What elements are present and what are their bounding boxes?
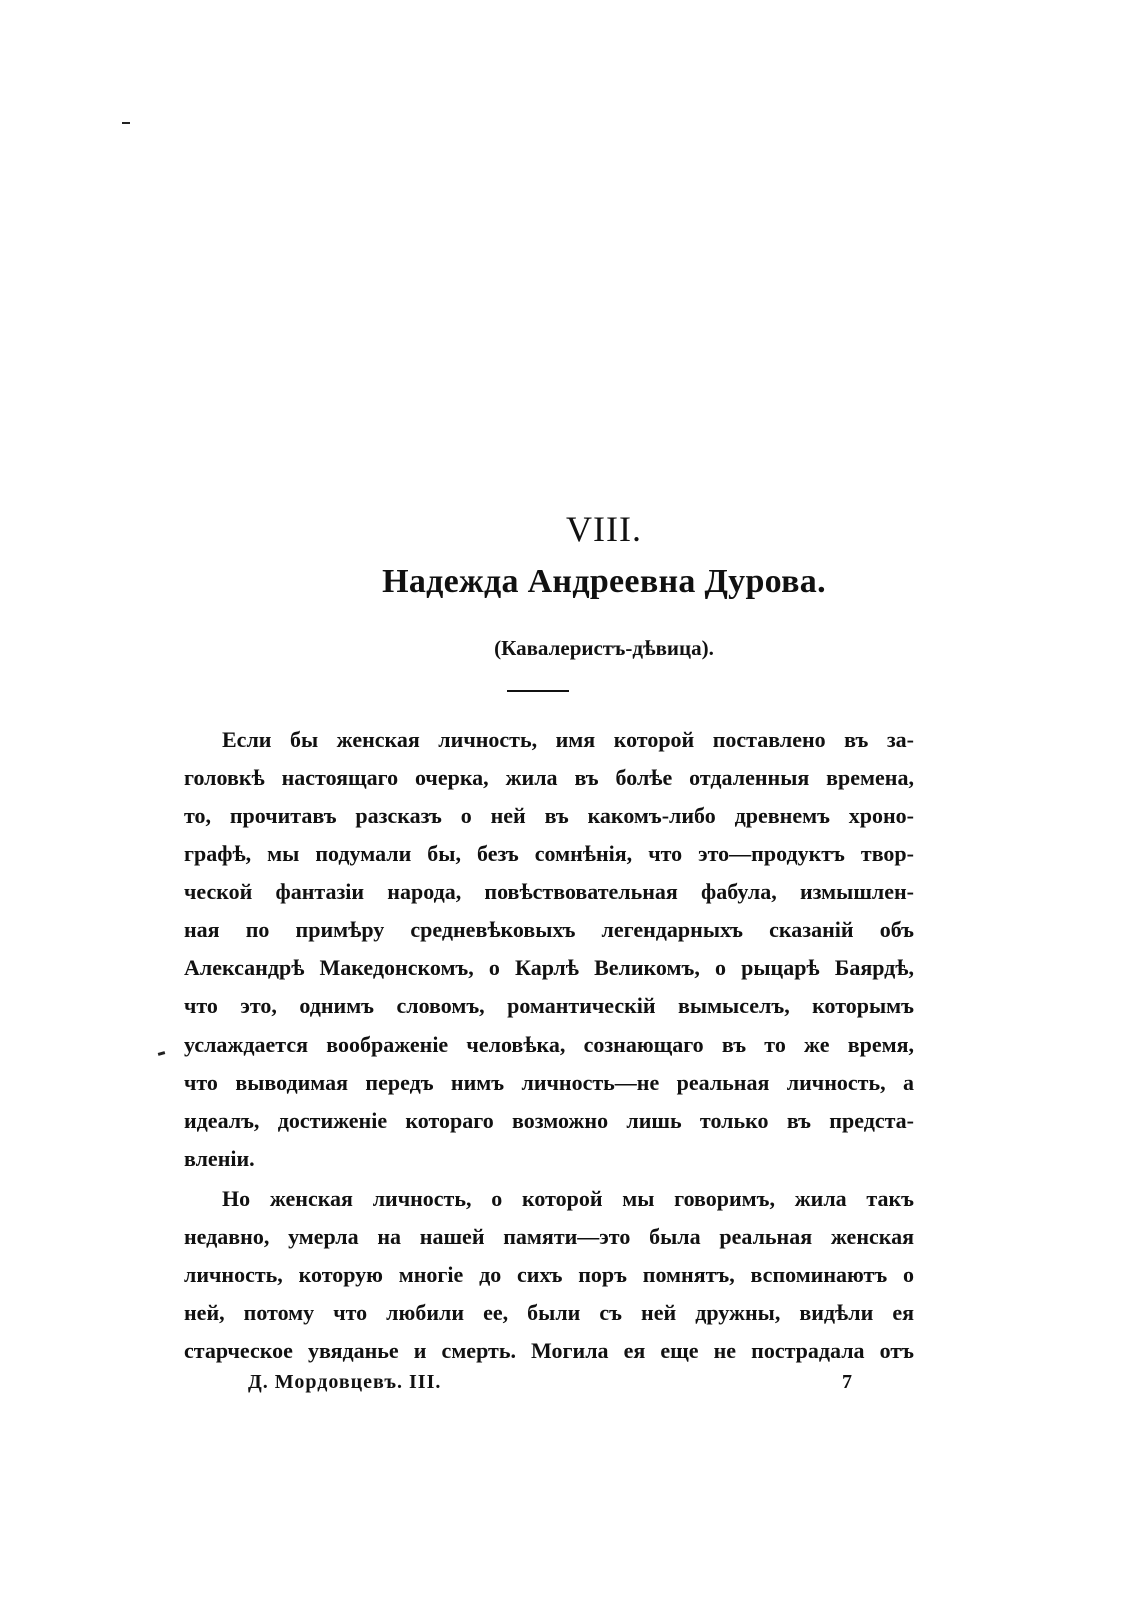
text-line: Александрѣ Македонскомъ, о Карлѣ Великомъ, о рыцарѣ Баярдѣ, bbox=[184, 955, 914, 980]
text-line: ней, потому что любили ее, были съ ней дружны, видѣли ея bbox=[184, 1300, 914, 1325]
text-line: вленіи. bbox=[184, 1146, 255, 1171]
text-line: что выводимая передъ нимъ личность—не реальная личность, а bbox=[184, 1070, 914, 1095]
text-line: старческое увяданье и смерть. Могила ея еще не пострадала отъ bbox=[184, 1338, 914, 1363]
page-number: 7 bbox=[842, 1371, 852, 1393]
chapter-subtitle: (Кавалеристъ-дѣвица). bbox=[494, 636, 714, 660]
text-line: что это, однимъ словомъ, романтическій вымыселъ, которымъ bbox=[184, 993, 914, 1018]
chapter-number: VIII. bbox=[566, 509, 642, 549]
margin-mark bbox=[158, 1051, 166, 1056]
text-line: Но женская личность, о которой мы говоримъ, жила такъ bbox=[222, 1186, 914, 1211]
text-line: Если бы женская личность, имя которой поставлено въ за- bbox=[222, 727, 914, 752]
text-line: идеалъ, достиженіе котораго возможно лишь только въ предста- bbox=[184, 1108, 914, 1133]
text-line: ная по примѣру средневѣковыхъ легендарныхъ сказаній объ bbox=[184, 917, 914, 942]
text-line: личность, которую многіе до сихъ поръ помнятъ, вспоминаютъ о bbox=[184, 1262, 914, 1287]
print-speck bbox=[122, 122, 130, 124]
text-line: ческой фантазіи народа, повѣствовательная фабула, измышлен- bbox=[184, 879, 914, 904]
text-line: недавно, умерла на нашей памяти—это была реальная женская bbox=[184, 1224, 914, 1249]
text-line: головкѣ настоящаго очерка, жила въ болѣе отдаленныя времена, bbox=[184, 765, 914, 790]
text-line: то, прочитавъ разсказъ о ней въ какомъ-либо древнемъ хроно- bbox=[184, 803, 914, 828]
text-line: графѣ, мы подумали бы, безъ сомнѣнія, что это—продуктъ твор- bbox=[184, 841, 914, 866]
text-line: услаждается воображеніе человѣка, сознающаго въ то же время, bbox=[184, 1032, 914, 1057]
footer-signature: Д. Мордовцевъ. III. bbox=[248, 1371, 442, 1393]
chapter-title: Надежда Андреевна Дурова. bbox=[382, 563, 826, 600]
title-divider bbox=[507, 690, 569, 692]
